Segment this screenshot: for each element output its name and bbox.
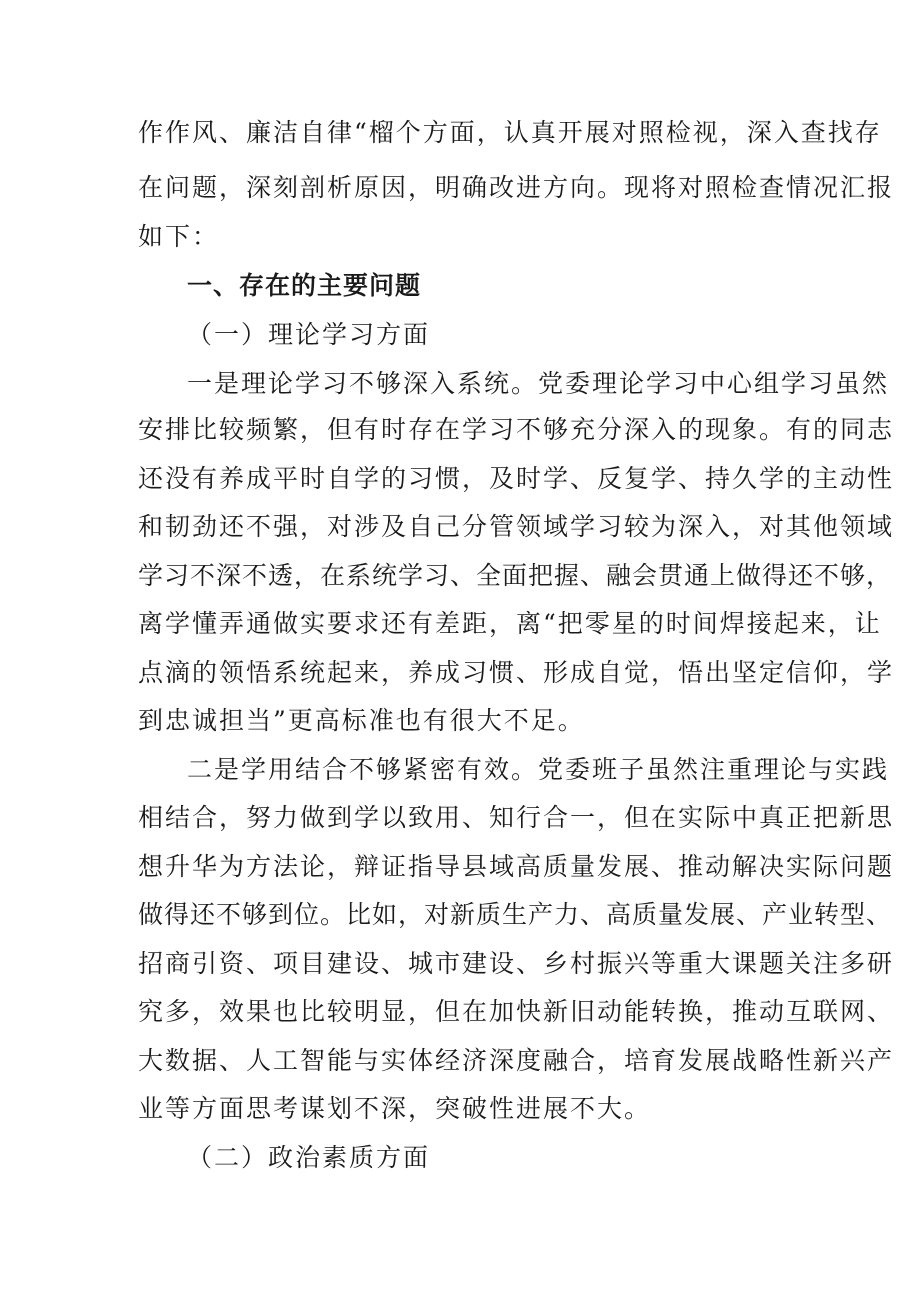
section-heading: 一、存在的主要问题 — [187, 271, 422, 300]
paragraph-line: 离学懂弄通做实要求还有差距，离“把零星的时间焊接起来，让 — [138, 609, 882, 638]
paragraph-line: 相结合，努力做到学以致用、知行合一，但在实际中真正把新思 — [138, 803, 895, 832]
paragraph-line: 二是学用结合不够紧密有效。党委班子虽然注重理论与实践 — [187, 755, 890, 784]
paragraph-line: 业等方面思考谋划不深，突破性进展不大。 — [138, 1094, 652, 1123]
paragraph-line: 究多，效果也比较明显，但在加快新旧动能转换，推动互联网、 — [138, 997, 895, 1026]
body-line: 在问题，深刻剖析原因，明确改进方向。现将对照检查情况汇报 — [138, 173, 895, 202]
subsection-heading: （一）理论学习方面 — [187, 320, 431, 349]
paragraph-line: 一是理论学习不够深入系统。党委理论学习中心组学习虽然 — [187, 369, 890, 398]
paragraph-line: 点滴的领悟系统起来，养成习惯、形成自觉，悟出坚定信仰，学 — [138, 658, 895, 687]
body-line: 如下： — [138, 222, 220, 251]
paragraph-line: 还没有养成平时自学的习惯，及时学、反复学、持久学的主动性 — [138, 464, 895, 493]
paragraph-line: 招商引资、项目建设、城市建设、乡村振兴等重大课题关注多研 — [138, 949, 895, 978]
paragraph-line: 到忠诚担当”更高标准也有很大不足。 — [138, 706, 585, 735]
paragraph-line: 做得还不够到位。比如，对新质生产力、高质量发展、产业转型、 — [138, 900, 893, 929]
paragraph-line: 学习不深不透，在系统学习、全面把握、融会贯通上做得还不够， — [138, 561, 893, 590]
subsection-heading: （二）政治素质方面 — [187, 1143, 431, 1172]
paragraph-line: 大数据、人工智能与实体经济深度融合，培育发展战略性新兴产 — [138, 1046, 895, 1075]
paragraph-line: 安排比较频繁，但有时存在学习不够充分深入的现象。有的同志 — [138, 415, 895, 444]
body-line: 作作风、廉洁自律“榴个方面，认真开展对照检视，深入查找存 — [138, 118, 882, 147]
paragraph-line: 和韧劲还不强，对涉及自己分管领域学习较为深入，对其他领域 — [138, 512, 895, 541]
paragraph-line: 想升华为方法论，辩证指导县域高质量发展、推动解决实际问题 — [138, 852, 895, 881]
